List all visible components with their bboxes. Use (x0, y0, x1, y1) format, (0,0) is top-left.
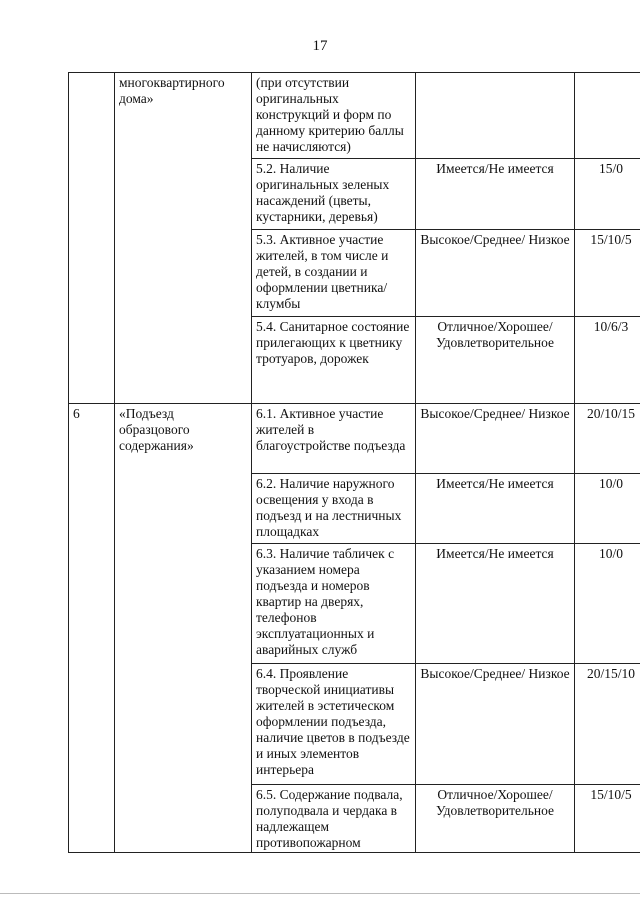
criterion-cell: 6.2. Наличие наружного освещения у входа в подъезд и на лестничных площадках (252, 474, 416, 544)
nomination-cell: «Подъезд образцового содержания» (115, 404, 252, 853)
criterion-cell: 5.2. Наличие оригинальных зеленых насаждений (цветы, кустарники, деревья) (252, 159, 416, 230)
evaluation-cell: Высокое/Среднее/ Низкое (416, 404, 575, 474)
evaluation-cell: Имеется/Не имеется (416, 474, 575, 544)
evaluation-cell: Имеется/Не имеется (416, 159, 575, 230)
score-cell: 10/6/3 (575, 317, 640, 404)
criterion-cell: (при отсутствии оригинальных конструкций и форм по данному критерию баллы не начисляются) (252, 73, 416, 159)
criterion-cell: 6.1. Активное участие жителей в благоустройстве подъезда (252, 404, 416, 474)
score-cell: 15/10/5 (575, 785, 640, 853)
page-number: 17 (312, 38, 328, 54)
criterion-cell: 5.3. Активное участие жителей, в том числе и детей, в создании и оформлении цветника/клумбы (252, 230, 416, 317)
evaluation-cell: Высокое/Среднее/ Низкое (416, 664, 575, 785)
evaluation-cell: Имеется/Не имеется (416, 544, 575, 664)
table-row (69, 73, 640, 159)
score-cell: 20/10/15 (575, 404, 640, 474)
row-number-cell (69, 73, 115, 404)
nomination-cell: многоквартирного дома» (115, 73, 252, 404)
score-cell (575, 73, 640, 159)
table-row (69, 404, 640, 474)
evaluation-cell: Высокое/Среднее/ Низкое (416, 230, 575, 317)
criterion-cell: 6.4. Проявление творческой инициативы жителей в эстетическом оформлении подъезда, наличие цветов в подъезде и иных элементов интерьера (252, 664, 416, 785)
score-cell: 20/15/10 (575, 664, 640, 785)
criterion-cell: 5.4. Санитарное состояние прилегающих к цветнику тротуаров, дорожек (252, 317, 416, 404)
evaluation-cell (416, 73, 575, 159)
criterion-cell: 6.3. Наличие табличек с указанием номера подъезда и номеров квартир на дверях, телефонов эксплуатационных и аварийных служб (252, 544, 416, 664)
criterion-cell: 6.5. Содержание подвала, полуподвала и чердака в надлежащем противопожарном (252, 785, 416, 853)
score-cell: 10/0 (575, 544, 640, 664)
criteria-table (68, 72, 640, 853)
score-cell: 15/10/5 (575, 230, 640, 317)
score-cell: 10/0 (575, 474, 640, 544)
row-number-cell: 6 (69, 404, 115, 853)
evaluation-cell: Отличное/Хорошее/ Удовлетворительное (416, 317, 575, 404)
page-bottom-divider (0, 893, 640, 894)
evaluation-cell: Отличное/Хорошее/ Удовлетворительное (416, 785, 575, 853)
score-cell: 15/0 (575, 159, 640, 230)
